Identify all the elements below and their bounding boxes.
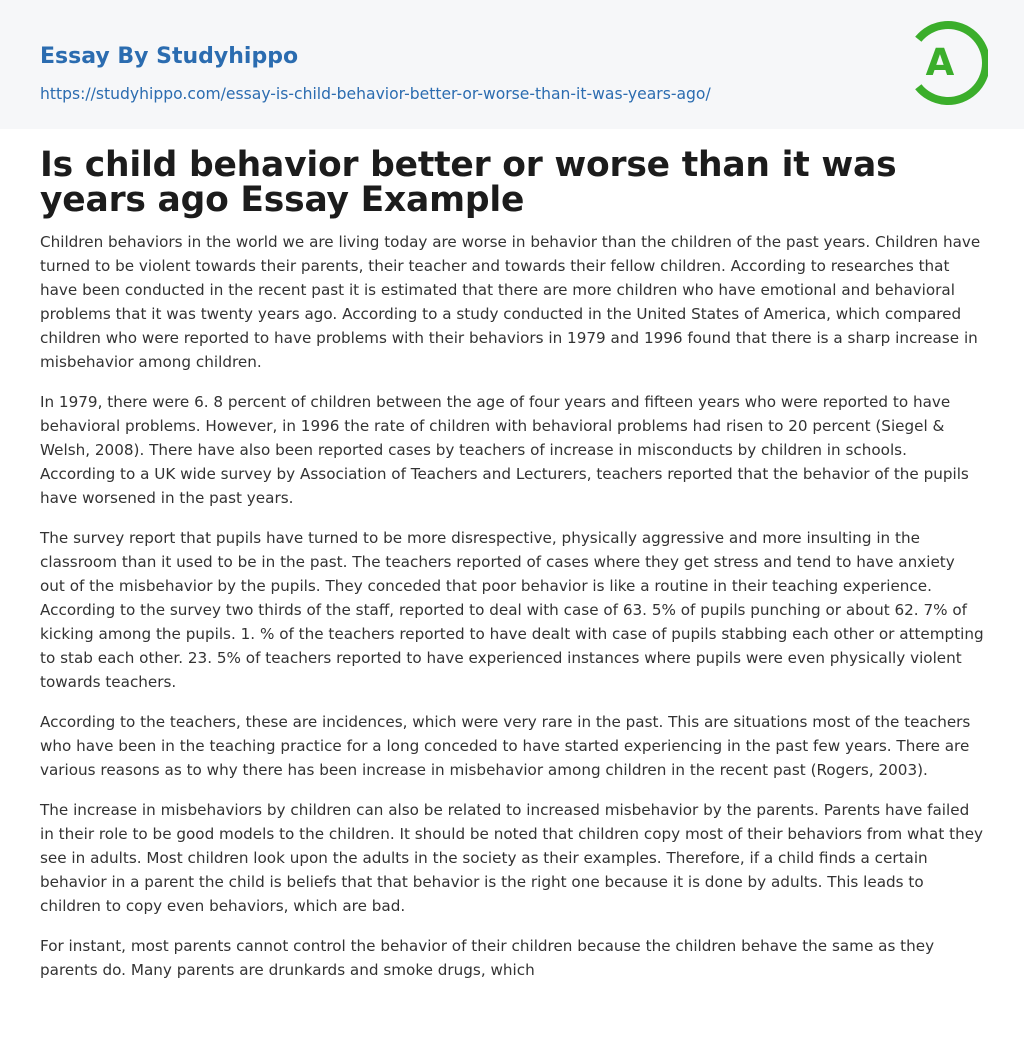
essay-paragraph: Children behaviors in the world we are living today are worse in behavior than the children of the past years. Children have turned to be violent towards their parents, their teacher and towards their fellow children. According to researches that have been conducted in the recent past it is estimated that there are more children who have emotional and behavioral problems that it was twenty years ago. According to a study conducted in the United States of America, which compared children who were reported to have problems with their behaviors in 1979 and 1996 found that there is a sharp increase in misbehavior among children. (40, 233, 981, 371)
page-header (0, 0, 1024, 129)
essay-paragraph: According to the teachers, these are incidences, which were very rare in the past. This are situations most of the teachers who have been in the teaching practice for a long conceded to have started experiencing in the past few years. There are various reasons as to why there has been increase in misbehavior among children in the recent past (Rogers, 2003). (40, 713, 971, 779)
logo-letter: A (925, 41, 955, 84)
essay-paragraph: The increase in misbehaviors by children can also be related to increased misbehavior by the parents. Parents have failed in their role to be good models to the children. It should be noted that children copy most of their behaviors from what they see in adults. Most children look upon the adults in the society as their examples. Therefore, if a child finds a certain behavior in a parent the child is beliefs that that behavior is the right one because it is done by adults. This leads to children to copy even behaviors, which are bad. (40, 801, 984, 915)
studyhippo-logo[interactable] (912, 19, 988, 107)
essay-paragraph: In 1979, there were 6. 8 percent of children between the age of four years and fifteen years who were reported to have behavioral problems. However, in 1996 the rate of children with behavioral problems had risen to 20 percent (Siegel & Welsh, 2008). There have also been reported cases by teachers of increase in misconducts by children in schools. According to a UK wide survey by Association of Teachers and Lecturers, teachers reported that the behavior of the pupils have worsened in the past years. (40, 393, 969, 507)
essay-url-link[interactable]: https://studyhippo.com/essay-is-child-behavior-better-or-worse-than-it-was-years-ago/ (40, 85, 711, 103)
essay-body (40, 230, 984, 982)
logo-a-icon (912, 19, 988, 107)
essay-title: Is child behavior better or worse than it was years ago Essay Example (40, 145, 897, 220)
essay-content (40, 145, 984, 998)
essay-paragraph: For instant, most parents cannot control the behavior of their children because the children behave the same as they parents do. Many parents are drunkards and smoke drugs, which (40, 937, 935, 979)
essay-paragraph: The survey report that pupils have turned to be more disrespective, physically aggressive and more insulting in the classroom than it used to be in the past. The teachers reported of cases where they get stress and tend to have anxiety out of the misbehavior by the pupils. They conceded that poor behavior is like a routine in their teaching experience. According to the survey two thirds of the staff, reported to deal with case of 63. 5% of pupils punching or about 62. 7% of kicking among the pupils. 1. % of the teachers reported to have dealt with case of pupils stabbing each other or attempting to stab each other. 23. 5% of teachers reported to have experienced instances where pupils were even physically violent towards teachers. (40, 529, 984, 691)
site-brand-title[interactable]: Essay By Studyhippo (40, 44, 299, 69)
